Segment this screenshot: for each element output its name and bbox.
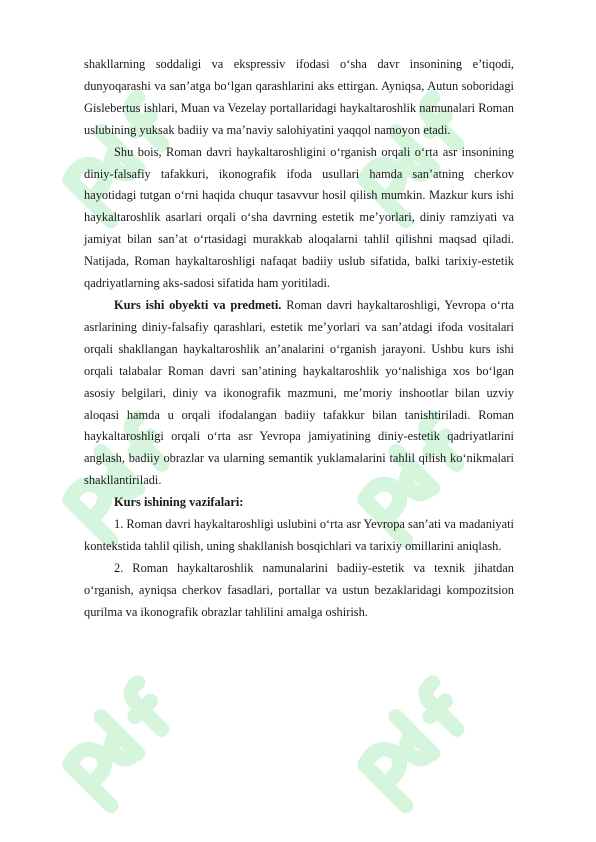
task-item-1: 1. Roman davri haykaltaroshligi uslubini o‘rta asr Yevropa san’ati va madaniyati kontekstida tahlil qilish, uning shakllanish bosqichlari va tarixiy omillarini aniqlash. (84, 517, 514, 553)
section-heading-object: Kurs ishi obyekti va predmeti. (114, 297, 282, 312)
paragraph-intro: Shu bois, Roman davri haykaltaroshligini o‘rganish orqali o‘rta asr insonining diniy-falsafiy tafakkuri, ikonografik ifoda usullari hamda san’atning cherkov hayotidagi tutgan o‘rni haqida chuqur tasavvur hosil qilish mumkin. Mazkur kurs ishi haykaltaroshlik asarlari orqali o‘sha davrning estetik me’yorlari, diniy ramziyati va jamiyat bilan san’at o‘rtasidagi murakkab aloqalarni tahlil qilishni maqsad qiladi. Natijada, Roman haykaltaroshligi nafaqat badiiy uslub sifatida, balki tarixiy-estetik qadriyatlarning aks-sadosi sifatida ham yoritiladi. (84, 144, 514, 291)
watermark-glyph (68, 742, 132, 806)
watermark-stamp (61, 681, 185, 805)
task-item-2: 2. Roman haykaltaroshlik namunalarini badiiy-estetik va texnik jihatdan o‘rganish, ayniqsa cherkov fasadlari, portallar va ustun bezaklaridagi kompozitsion qurilma va ikonografik obrazlar tahlilini amalga oshirish. (84, 560, 514, 619)
watermark-glyph (414, 683, 468, 737)
watermark-stamp (356, 681, 480, 805)
watermark-glyph (89, 717, 137, 765)
watermark-glyph (363, 742, 427, 806)
section-heading-tasks: Kurs ishining vazifalari: (114, 495, 244, 510)
document-body (84, 54, 514, 624)
paragraph-continuation: shakllarning soddaligi va ekspressiv ifodasi o‘sha davr insonining e’tiqodi, dunyoqarashi va san’atga bo‘lgan qarashlarini aks ettirgan. Ayniqsa, Autun soboridagi Gislebertus ishlari, Muan va Vezelay portallaridagi haykaltaroshlik namunalari Roman uslubining yuksak badiiy va ma’naviy salohiyatini yaqqol namoyon etadi. (84, 57, 514, 137)
paragraph-object-subject (84, 295, 514, 492)
paragraph-object-text: Roman davri haykaltaroshligi, Yevropa o‘rta asrlarining diniy-falsafiy qarashlari, estetik me’yorlari va san’atdagi ifoda vositalari orqali shakllangan haykaltaroshlik an’analarini o‘rganish jarayoni. Ushbu kurs ishi orqali talabalar Roman davri san’atining haykaltaroshlik yo‘nalishiga xos bo‘lgan asosiy belgilari, diniy va ikonografik mazmuni, me’moriy inshootlar bilan uzviy aloqasi hamda u orqali ifodalangan badiiy tafakkur bilan tanishtiriladi. Roman haykaltaroshligi orqali o‘rta asr Yevropa jamiyatining diniy-estetik qadriyatlarini anglash, badiiy obrazlar va ularning semantik yuklamalarini tahlil qilish ko‘nikmalari shakllantiriladi. (84, 297, 514, 488)
watermark-glyph (384, 717, 432, 765)
watermark-glyph (119, 683, 173, 737)
